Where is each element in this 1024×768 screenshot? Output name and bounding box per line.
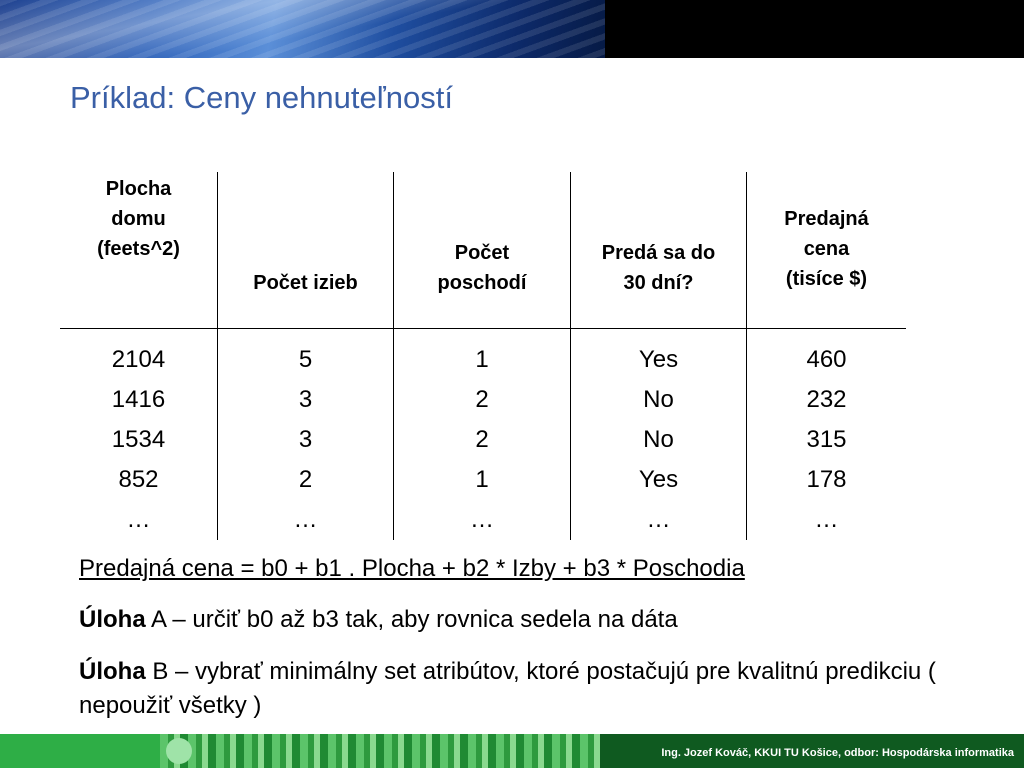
page-title: Príklad: Ceny nehnuteľností xyxy=(70,80,453,115)
column-area xyxy=(60,329,218,540)
regression-formula: Predajná cena = b0 + b1 . Plocha + b2 * Izby + b3 * Poschodia xyxy=(79,555,745,582)
table-cell: … xyxy=(646,506,671,533)
header-price-line2: cena xyxy=(803,238,850,260)
header-sold-line2: 30 dní? xyxy=(623,272,694,294)
footer-text: Ing. Jozef Kováč, KKUI TU Košice, odbor: Hospodárska informatika xyxy=(661,747,1014,759)
header-sold-line1: Predá sa do xyxy=(601,242,716,264)
table-cell: 5 xyxy=(298,346,313,373)
column-price xyxy=(747,329,906,540)
table-cell: … xyxy=(126,506,151,533)
table-cell: … xyxy=(470,506,494,533)
task-a-label: Úloha xyxy=(79,606,146,633)
table-cell: 3 xyxy=(298,386,313,413)
header-sold xyxy=(571,172,747,328)
header-floors-line1: Počet xyxy=(454,242,510,264)
table-cell: … xyxy=(293,506,318,533)
table-cell: 2 xyxy=(298,466,313,493)
table-cell: 1416 xyxy=(111,386,166,413)
task-a xyxy=(79,603,678,637)
task-b-label: Úloha xyxy=(79,658,146,685)
header-rooms xyxy=(218,172,394,328)
table-cell: Yes xyxy=(638,466,679,493)
task-b xyxy=(79,655,939,723)
table-cell: 1 xyxy=(475,466,489,493)
table-cell: No xyxy=(643,426,674,453)
table-cell: 2 xyxy=(475,386,489,413)
table-cell: 2 xyxy=(475,426,489,453)
footer-decoration xyxy=(160,734,600,768)
column-rooms xyxy=(218,329,394,540)
header-area-line3: (feets^2) xyxy=(97,238,180,260)
table-body xyxy=(60,329,906,533)
table-cell: 460 xyxy=(806,346,847,373)
table-cell: 178 xyxy=(806,466,847,493)
header-floors-line2: poschodí xyxy=(437,272,527,294)
header-area-line1: Plocha xyxy=(105,178,172,200)
header-area-line2: domu xyxy=(111,208,166,230)
table-cell: … xyxy=(814,506,839,533)
banner-decoration xyxy=(0,0,605,58)
header-rooms-line1: Počet izieb xyxy=(253,272,358,294)
header-price-line1: Predajná xyxy=(784,208,869,230)
top-banner xyxy=(0,0,1024,58)
column-sold xyxy=(571,329,747,540)
task-b-text: B – vybrať minimálny set atribútov, ktoré postačujú pre kvalitnú predikciu ( nepoužiť všetky ) xyxy=(79,658,936,719)
header-price xyxy=(747,172,906,328)
header-floors xyxy=(394,172,571,328)
table-cell: 1534 xyxy=(111,426,166,453)
header-price-line3: (tisíce $) xyxy=(785,268,868,290)
table-cell: 232 xyxy=(806,386,847,413)
table-cell: No xyxy=(643,386,674,413)
header-area xyxy=(60,172,218,328)
table-cell: 2104 xyxy=(111,346,166,373)
table-cell: 3 xyxy=(298,426,313,453)
table-cell: 315 xyxy=(806,426,847,453)
table-cell: 1 xyxy=(475,346,489,373)
table-cell: 852 xyxy=(118,466,159,493)
task-a-text: A – určiť b0 až b3 tak, aby rovnica sedela na dáta xyxy=(145,606,678,633)
table-cell: Yes xyxy=(638,346,679,373)
table-header xyxy=(60,172,906,329)
data-table xyxy=(60,172,906,533)
footer-circle-decoration xyxy=(166,738,192,764)
column-floors xyxy=(394,329,571,540)
